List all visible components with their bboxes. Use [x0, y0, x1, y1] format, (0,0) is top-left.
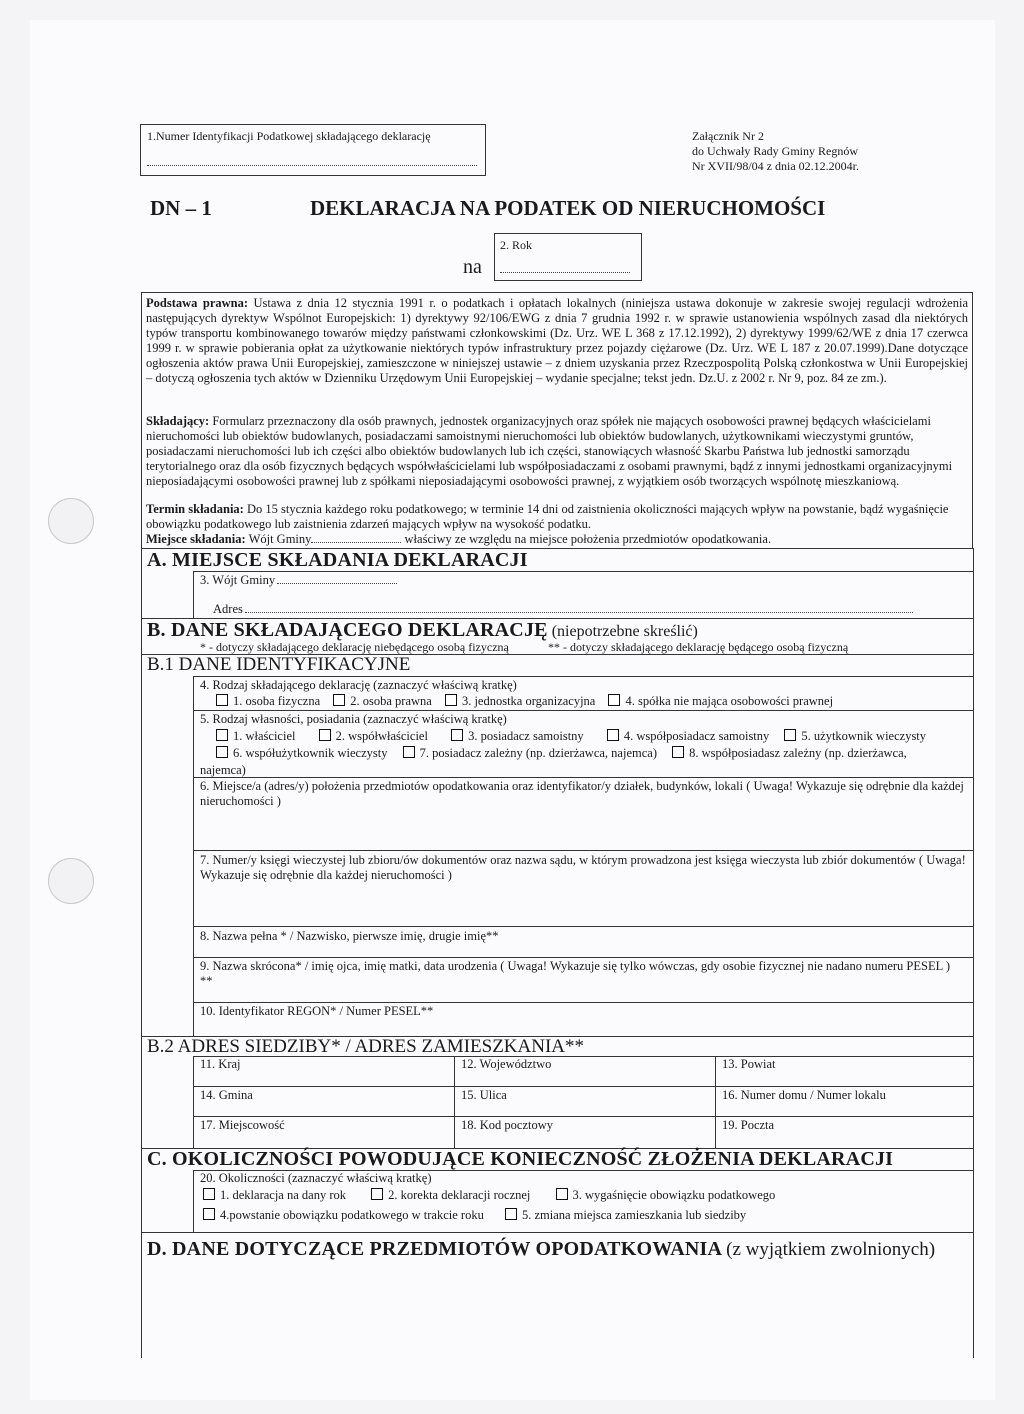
checkbox[interactable] — [216, 746, 228, 758]
page-title: DEKLARACJA NA PODATEK OD NIERUCHOMOŚCI — [310, 196, 826, 220]
option-label: 4.powstanie obowiązku podatkowego w trakcie roku — [220, 1208, 484, 1222]
section-c-title: C. OKOLICZNOŚCI POWODUJĄCE KONIECZNOŚĆ ZŁOŻENIA DEKLARACJI — [147, 1148, 894, 1170]
adres-input-line[interactable] — [245, 612, 913, 613]
podstawa-label: Podstawa prawna: — [146, 296, 249, 310]
option-label: 4. współposiadacz samoistny — [623, 729, 770, 743]
podstawa-text: Ustawa z dnia 12 stycznia 1991 r. o podatkach i opłatach lokalnych (niniejsza ustawa dokonuje w zakresie swojej regulacji wdrożenia następujących dyrektyw Wspólnot Europejskich: 1) dyrektywy 92/106/EWG z dnia 7 grudnia 1992 r. w sprawie ustanowienia wspólnych zasad dla niektórych typów transportu kombinowanego towarów między państwami członkowskimi (Dz. Urz. WE L 368 z 17.12.1992), 2) dyrektywy 1999/62/WE z dnia 17 czerwca 1999 r. w sprawie pobierania opłat za użytkowanie niektórych typów infrastruktury przez pojazdy ciężarowe (Dz. Urz. WE L 187 z 20.07.1999).Dane dotyczące ogłoszenia aktów prawa Unii Europejskiej, zamieszczone w niniejszej ustawie – z dniem uzyskania przez Rzeczpospolitą Polską członkostwa w Unii Europejskiej – dotyczą ogłoszenia tych aktów w Dzienniku Urzędowym Unii Europejskiej – wydanie specjalne; tekst jedn. Dz.U. z 2002 r. Nr 9, poz. 84 ze zm.). — [146, 296, 969, 385]
checkbox[interactable] — [445, 694, 457, 706]
termin-text: Do 15 stycznia każdego roku podatkowego; w terminie 14 dni od zaistnienia okoliczności mających wpływ na powstanie, bądź wygaśnięcie obowiązku podatkowego lub zaistnienia zdarzeń mających wpływ na wysokość podatku. — [146, 502, 949, 531]
field-9[interactable] — [200, 959, 960, 989]
option-deklaracja-roczna[interactable] — [203, 1188, 346, 1202]
option-uzytkownik-wieczysty[interactable] — [784, 729, 926, 743]
skladajacy-block — [146, 414, 968, 489]
nip-input-line[interactable] — [147, 155, 477, 166]
field-4-options — [216, 694, 833, 709]
option-label: 6. współużytkownik wieczysty — [233, 746, 388, 760]
nip-box[interactable] — [140, 124, 486, 176]
attachment-line: do Uchwały Rady Gminy Regnów — [692, 144, 858, 158]
field-19[interactable]: 19. Poczta — [722, 1118, 775, 1132]
na-label: na — [463, 256, 482, 278]
b1-title: B.1 DANE IDENTYFIKACYJNE — [147, 654, 411, 675]
option-label: 4. spółka nie mająca osobowości prawnej — [625, 694, 834, 708]
field-20-label: 20. Okoliczności (zaznaczyć właściwą kratkę) — [200, 1171, 432, 1185]
option-posiadacz-zalezny[interactable] — [403, 746, 657, 760]
option-label: 8. współposiadasz zależny (np. dzierżawca, — [689, 746, 907, 760]
section-d-header — [147, 1238, 935, 1261]
field-20-options-row1 — [203, 1188, 775, 1203]
year-input-line[interactable] — [500, 268, 630, 273]
option-korekta[interactable] — [371, 1188, 530, 1202]
option-posiadacz-samoistny[interactable] — [451, 729, 584, 743]
section-a-title: A. MIEJSCE SKŁADANIA DEKLARACJI — [147, 549, 528, 571]
field-15[interactable]: 15. Ulica — [461, 1088, 507, 1102]
option-label: 2. osoba prawna — [350, 694, 432, 708]
miejsce-block — [146, 532, 968, 547]
note-natural-person: ** - dotyczy składającego deklarację będącego osobą fizyczną — [548, 640, 849, 654]
year-label: 2. Rok — [500, 238, 533, 252]
option-wspolposiadacz-zalezny[interactable] — [672, 746, 907, 760]
section-b-header — [147, 619, 698, 642]
field-20-options-row2 — [203, 1208, 746, 1223]
field-5-options-row1 — [216, 729, 926, 744]
termin-label: Termin składania: — [146, 502, 244, 516]
checkbox[interactable] — [556, 1188, 568, 1200]
termin-block — [146, 502, 968, 532]
legal-basis — [146, 296, 968, 386]
checkbox[interactable] — [451, 729, 463, 741]
attachment-line: Załącznik Nr 2 — [692, 129, 764, 143]
skladajacy-label: Składający: — [146, 414, 210, 428]
option-label: 1. deklaracja na dany rok — [220, 1188, 346, 1202]
field-14[interactable]: 14. Gmina — [200, 1088, 253, 1102]
option-label: 2. współwłaściciel — [335, 729, 428, 743]
option-wspolposiadacz-samoistny[interactable] — [607, 729, 769, 743]
b2-title: B.2 ADRES SIEDZIBY* / ADRES ZAMIESZKANIA** — [147, 1036, 585, 1057]
option-label: 1. osoba fizyczna — [233, 694, 321, 708]
option-osoba-prawna[interactable] — [333, 694, 432, 708]
attachment-line: Nr XVII/98/04 z dnia 02.12.2004r. — [692, 159, 859, 173]
miejsce-text: właściwy ze względu na miejsce położenia przedmiotów opodatkowania. — [404, 532, 772, 546]
field-9-label: 9. Nazwa skrócona* / imię ojca, imię matki, data urodzenia ( Uwaga! Wykazuje się tylko wówczas, gdy osobie fizycznej nie nadano numeru PESEL ) ** — [200, 959, 951, 988]
option-zmiana-miejsca[interactable] — [505, 1208, 746, 1222]
checkbox[interactable] — [371, 1188, 383, 1200]
checkbox[interactable] — [672, 746, 684, 758]
option-wspolwlasciciel[interactable] — [319, 729, 428, 743]
year-box[interactable] — [494, 233, 642, 281]
section-d-note: (z wyjątkiem zwolnionych) — [726, 1239, 936, 1260]
option-label: 7. posiadacz zależny (np. dzierżawca, najemca) — [419, 746, 657, 760]
field-8[interactable] — [200, 929, 499, 944]
option-wspoluzytkownik[interactable] — [216, 746, 388, 760]
note-legal-person: * - dotyczy składającego deklarację niebędącego osobą fizyczną — [200, 640, 509, 654]
checkbox[interactable] — [203, 1188, 215, 1200]
attachment-note — [692, 129, 859, 174]
field-4-label: 4. Rodzaj składającego deklarację (zaznaczyć właściwą kratkę) — [200, 678, 517, 692]
miejsce-label: Miejsce składania: — [146, 532, 246, 546]
gmina-input-line[interactable] — [311, 542, 401, 543]
option-label: 5. użytkownik wieczysty — [801, 729, 927, 743]
miejsce-text: Wójt Gminy — [248, 532, 312, 546]
option-wygasniecie[interactable] — [556, 1188, 776, 1202]
option-label: 3. posiadacz samoistny — [468, 729, 584, 743]
checkbox[interactable] — [784, 729, 796, 741]
checkbox[interactable] — [216, 729, 228, 741]
wojt-gminy-input-line[interactable] — [277, 583, 397, 584]
field-11[interactable]: 11. Kraj — [200, 1057, 241, 1071]
option-spolka[interactable] — [608, 694, 833, 708]
field-5-options-row2 — [216, 746, 907, 761]
field-3[interactable] — [200, 573, 397, 588]
field-6[interactable] — [200, 779, 966, 809]
checkbox[interactable] — [203, 1208, 215, 1220]
form-code: DN – 1 — [150, 196, 212, 220]
checkbox[interactable] — [608, 694, 620, 706]
field-6-label: 6. Miejsce/a (adres/y) położenia przedmiotów opodatkowania oraz identyfikator/y działek, budynków, lokali ( Uwaga! Wykazuje się odrębnie dla każdej nieruchomości ) — [200, 779, 964, 808]
section-b-note: (niepotrzebne skreślić) — [551, 623, 698, 640]
option-label: 1. właściciel — [233, 729, 296, 743]
skladajacy-text: Formularz przeznaczony dla osób prawnych, jednostek organizacyjnych oraz spółek nie mających osobowości prawnej będących właścicielami nieruchomości lub obiektów budowlanych, posiadaczami samoistnymi nieruchomości lub obiektów budowlanych, użytkownikami wieczystymi gruntów, posiadaczami nieruchomości lub ich części albo obiektów budowlanych lub ich części, stanowiących własność Skarbu Państwa lub jednostki samorządu terytorialnego oraz dla osób fizycznych będących współwłaścicielami lub współposiadaczami z osobami prawnymi, bądź z innymi jednostkami organizacyjnymi nieposiadającymi osobowości prawnej lub z spółkami nieposiadającymi osobowości prawnej, z wyjątkiem osób tworzących wspólnotę mieszkaniową. — [146, 414, 953, 488]
adres-field[interactable] — [213, 602, 913, 617]
punch-hole — [48, 498, 94, 544]
section-d-title: D. DANE DOTYCZĄCE PRZEDMIOTÓW OPODATKOWANIA — [147, 1238, 723, 1260]
section-b-title: B. DANE SKŁADAJĄCEGO DEKLARACJĘ — [147, 619, 548, 641]
checkbox[interactable] — [505, 1208, 517, 1220]
adres-label: Adres — [213, 602, 243, 616]
checkbox[interactable] — [333, 694, 345, 706]
option-label: 3. wygaśnięcie obowiązku podatkowego — [572, 1188, 776, 1202]
nip-label: 1.Numer Identyfikacji Podatkowej składającego deklarację — [147, 129, 431, 143]
checkbox[interactable] — [607, 729, 619, 741]
field-5-continuation: najemca) — [200, 763, 246, 777]
field-3-label: 3. Wójt Gminy — [200, 573, 276, 587]
option-osoba-fizyczna[interactable] — [216, 694, 320, 708]
field-12[interactable]: 12. Województwo — [461, 1057, 552, 1071]
option-wlasciciel[interactable] — [216, 729, 295, 743]
checkbox[interactable] — [319, 729, 331, 741]
option-jednostka-organizacyjna[interactable] — [445, 694, 595, 708]
option-label: 5. zmiana miejsca zamieszkania lub siedziby — [521, 1208, 747, 1222]
field-8-label: 8. Nazwa pełna * / Nazwisko, pierwsze imię, drugie imię** — [200, 929, 499, 943]
field-7-label: 7. Numer/y księgi wieczystej lub zbioru/ów dokumentów oraz nazwa sądu, w którym prowadzona jest księga wieczysta lub zbiór dokumentów ( Uwaga! Wykazuje się odrębnie dla każdej nieruchomości ) — [200, 853, 966, 882]
option-label: 3. jednostka organizacyjna — [461, 694, 596, 708]
field-18[interactable]: 18. Kod pocztowy — [461, 1118, 553, 1132]
option-label: 2. korekta deklaracji rocznej — [388, 1188, 531, 1202]
option-powstanie[interactable] — [203, 1208, 484, 1222]
field-10-label: 10. Identyfikator REGON* / Numer PESEL** — [200, 1004, 434, 1018]
field-17[interactable]: 17. Miejscowość — [200, 1118, 285, 1132]
field-7[interactable] — [200, 853, 966, 883]
field-10[interactable] — [200, 1004, 433, 1019]
checkbox[interactable] — [403, 746, 415, 758]
field-16[interactable]: 16. Numer domu / Numer lokalu — [722, 1088, 886, 1102]
punch-hole — [48, 858, 94, 904]
field-5-label: 5. Rodzaj własności, posiadania (zaznaczyć właściwą kratkę) — [200, 712, 507, 726]
field-13[interactable]: 13. Powiat — [722, 1057, 776, 1071]
checkbox[interactable] — [216, 694, 228, 706]
